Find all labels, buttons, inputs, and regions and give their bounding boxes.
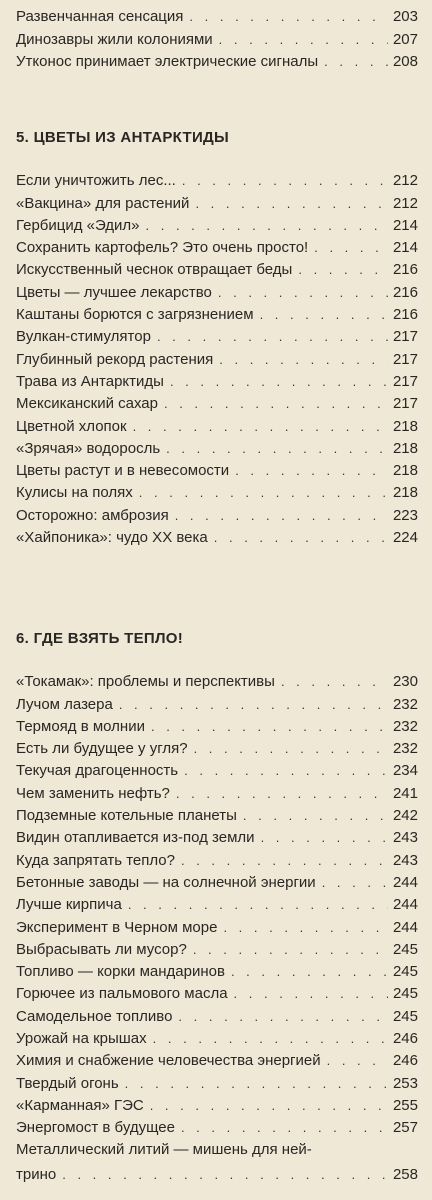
toc-entry (16, 1093, 418, 1115)
entry-title: Есть ли будущее у угля? (16, 740, 188, 758)
entry-page: 214 (392, 216, 418, 234)
toc-entry (16, 257, 418, 279)
entry-title: «Зрячая» водоросль (16, 439, 161, 457)
dot-leader (327, 1055, 388, 1067)
toc-entry (16, 235, 418, 257)
entry-page: 214 (392, 239, 418, 257)
toc-entry (16, 458, 418, 480)
entry-title: Трава из Антарктиды (16, 372, 164, 390)
section-heading: 5. ЦВЕТЫ ИЗ АНТАРКТИДЫ (16, 129, 229, 146)
dot-leader (164, 398, 388, 410)
entry-title: Каштаны борются с загрязнением (16, 306, 254, 324)
toc-entry (16, 168, 418, 190)
entry-title: Гербицид «Эдил» (16, 216, 140, 234)
entry-page: 244 (392, 873, 418, 891)
dot-leader (181, 1122, 388, 1134)
entry-title: Горючее из пальмового масла (16, 985, 228, 1003)
entry-title: Сохранить картофель? Это очень просто! (16, 239, 309, 257)
entry-page: 253 (392, 1074, 418, 1092)
toc-entry (16, 302, 418, 324)
dot-leader (170, 376, 388, 388)
dot-leader (261, 832, 388, 844)
entry-title: Твердый огонь (16, 1074, 119, 1092)
toc-section-5 (16, 168, 418, 547)
toc-entry (16, 436, 418, 458)
toc-entry (16, 803, 418, 825)
entry-title: Лучом лазера (16, 695, 113, 713)
entry-page: 218 (392, 462, 418, 480)
toc-entry (16, 480, 418, 502)
toc-entry (16, 1048, 418, 1070)
entry-page: 243 (392, 851, 418, 869)
entry-page: 216 (392, 283, 418, 301)
toc-entry (16, 346, 418, 368)
dot-leader (178, 1011, 388, 1023)
entry-page: 246 (392, 1052, 418, 1070)
entry-page: 242 (392, 807, 418, 825)
entry-title: Термояд в молнии (16, 717, 145, 735)
entry-title: Лучше кирпича (16, 896, 122, 914)
entry-page: 218 (392, 417, 418, 435)
entry-page: 203 (392, 8, 418, 26)
dot-leader (153, 1033, 388, 1045)
entry-title: Бетонные заводы — на солнечной энергии (16, 873, 316, 891)
entry-page: 258 (392, 1166, 418, 1183)
entry-page: 217 (392, 395, 418, 413)
toc-entry (16, 959, 418, 981)
entry-page: 217 (392, 328, 418, 346)
entry-page: 218 (392, 484, 418, 502)
dot-leader (235, 465, 388, 477)
dot-leader (151, 721, 388, 733)
toc-entry (16, 758, 418, 780)
entry-page: 243 (392, 829, 418, 847)
toc-entry (16, 190, 418, 212)
entry-page: 212 (392, 172, 418, 190)
entry-page: 234 (392, 762, 418, 780)
toc-entry (16, 736, 418, 758)
toc-entry (16, 914, 418, 936)
entry-title: Искусственный чеснок отвращает беды (16, 261, 293, 279)
dot-leader (281, 676, 388, 688)
entry-title: Текучая драгоценность (16, 762, 179, 780)
toc-entry (16, 413, 418, 435)
entry-title: Цветной хлопок (16, 417, 127, 435)
dot-leader (223, 922, 388, 934)
dot-leader (176, 788, 388, 800)
toc-last-entry (16, 1138, 418, 1184)
entry-page: 232 (392, 695, 418, 713)
toc-entry (16, 892, 418, 914)
dot-leader (128, 899, 388, 911)
entry-page: 245 (392, 963, 418, 981)
entry-page: 216 (392, 306, 418, 324)
dot-leader (175, 510, 388, 522)
entry-title: Если уничтожить лес... (16, 172, 176, 190)
dot-leader (260, 309, 388, 321)
entry-title: Подземные котельные планеты (16, 807, 237, 825)
dot-leader (146, 220, 388, 232)
dot-leader (214, 532, 388, 544)
toc-entry (16, 49, 418, 71)
entry-page: 208 (392, 52, 418, 70)
entry-page: 245 (392, 940, 418, 958)
entry-title-line2: трино (16, 1166, 57, 1183)
entry-title: Цветы — лучшее лекарство (16, 283, 212, 301)
entry-page: 245 (392, 1007, 418, 1025)
entry-page: 217 (392, 350, 418, 368)
entry-title: Топливо — корки мандаринов (16, 963, 225, 981)
dot-leader (139, 487, 388, 499)
toc-entry (16, 1138, 418, 1184)
section-heading: 6. ГДЕ ВЗЯТЬ ТЕПЛО! (16, 630, 184, 647)
entry-title: Утконос принимает электрические сигналы (16, 52, 319, 70)
dot-leader (314, 242, 388, 254)
entry-page: 218 (392, 439, 418, 457)
entry-title: Энергомост в будущее (16, 1119, 175, 1137)
toc-entry (16, 780, 418, 802)
dot-leader (184, 765, 388, 777)
toc-entry (16, 391, 418, 413)
dot-leader (119, 699, 388, 711)
dot-leader (166, 443, 388, 455)
entry-page: 230 (392, 673, 418, 691)
dot-leader (157, 331, 388, 343)
toc-entry (16, 26, 418, 48)
entry-title: Химия и снабжение человечества энергией (16, 1052, 321, 1070)
dot-leader (219, 34, 388, 46)
toc-section-6 (16, 669, 418, 1137)
entry-page: 246 (392, 1030, 418, 1048)
entry-page: 223 (392, 506, 418, 524)
toc-entry (16, 981, 418, 1003)
toc-entry (16, 324, 418, 346)
dot-leader (62, 1169, 388, 1181)
dot-leader (322, 877, 388, 889)
toc-entry (16, 1003, 418, 1025)
entry-title: Куда запрятать тепло? (16, 851, 175, 869)
dot-leader (181, 855, 388, 867)
toc-entry (16, 825, 418, 847)
dot-leader (195, 198, 388, 210)
entry-page: 224 (392, 529, 418, 547)
dot-leader (125, 1078, 388, 1090)
entry-title: Вулкан-стимулятор (16, 328, 151, 346)
entry-title: Эксперимент в Черном море (16, 918, 218, 936)
entry-title: «Токамак»: проблемы и перспективы (16, 673, 275, 691)
entry-title: Урожай на крышах (16, 1030, 147, 1048)
dot-leader (219, 354, 388, 366)
dot-leader (231, 966, 388, 978)
toc-entry (16, 502, 418, 524)
toc-entry (16, 937, 418, 959)
entry-title: Кулисы на полях (16, 484, 133, 502)
dot-leader (182, 175, 388, 187)
toc-entry (16, 279, 418, 301)
dot-leader (133, 421, 388, 433)
entry-page: 245 (392, 985, 418, 1003)
entry-page: 232 (392, 717, 418, 735)
entry-title-continued (16, 1162, 418, 1184)
entry-page: 244 (392, 918, 418, 936)
dot-leader (218, 287, 388, 299)
entry-title: Глубинный рекорд растения (16, 350, 214, 368)
entry-title: «Хайпоника»: чудо XX века (16, 529, 208, 547)
entry-page: 244 (392, 896, 418, 914)
entry-title: Цветы растут и в невесомости (16, 462, 230, 480)
entry-page: 255 (392, 1096, 418, 1114)
toc-entry (16, 1070, 418, 1092)
dot-leader (189, 11, 388, 23)
toc-entry (16, 4, 418, 26)
toc-entry (16, 1026, 418, 1048)
dot-leader (194, 743, 388, 755)
entry-page: 217 (392, 372, 418, 390)
dot-leader (298, 264, 388, 276)
toc-entry (16, 847, 418, 869)
dot-leader (150, 1100, 388, 1112)
entry-title: «Вакцина» для растений (16, 194, 190, 212)
entry-page: 212 (392, 194, 418, 212)
toc-entry (16, 714, 418, 736)
dot-leader (324, 56, 388, 68)
entry-page: 216 (392, 261, 418, 279)
entry-title: Самодельное топливо (16, 1007, 173, 1025)
toc-entry (16, 213, 418, 235)
toc-entry (16, 525, 418, 547)
toc-top-entries (16, 4, 418, 71)
toc-entry (16, 691, 418, 713)
dot-leader (193, 944, 388, 956)
entry-page: 257 (392, 1119, 418, 1137)
toc-entry (16, 369, 418, 391)
toc-entry (16, 1115, 418, 1137)
entry-page: 232 (392, 740, 418, 758)
dot-leader (234, 988, 388, 1000)
entry-title: Осторожно: амброзия (16, 506, 169, 524)
entry-title: Видин отапливается из-под земли (16, 829, 255, 847)
entry-title: Динозавры жили колониями (16, 30, 213, 48)
entry-title: Металлический литий — мишень для ней- (16, 1141, 312, 1158)
toc-entry (16, 669, 418, 691)
toc-entry (16, 870, 418, 892)
entry-title: Выбрасывать ли мусор? (16, 940, 187, 958)
entry-title: Развенчанная сенсация (16, 8, 184, 26)
entry-title: Мексиканский сахар (16, 395, 158, 413)
entry-title: Чем заменить нефть? (16, 784, 170, 802)
entry-page: 207 (392, 30, 418, 48)
dot-leader (243, 810, 388, 822)
entry-title: «Карманная» ГЭС (16, 1096, 144, 1114)
entry-page: 241 (392, 784, 418, 802)
